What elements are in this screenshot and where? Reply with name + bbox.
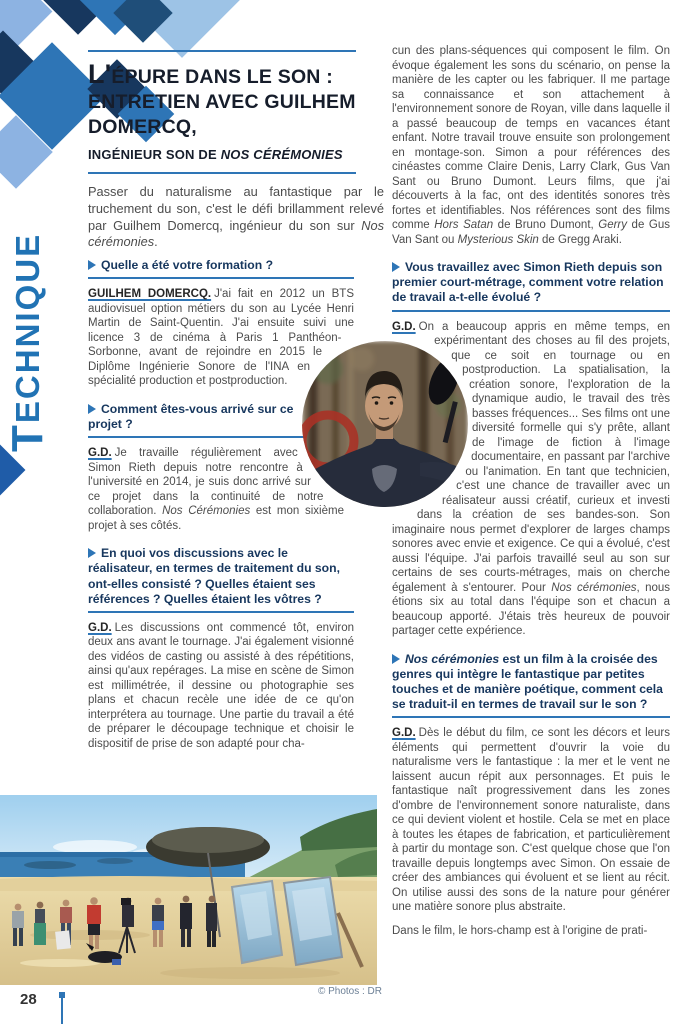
header-rule-top (88, 50, 356, 52)
portrait-photo (302, 341, 468, 507)
photo-credit: © Photos : DR (317, 986, 382, 997)
answer-text: J'ai fait en 2012 un BTS audiovisuel option métiers du son au Lycée Henri Martin de Saint-Quentin. J'ai ensuite suivi une licence 3 de cinéma à Paris 1 Panthéon-Sorbonne, avant de rejoindre en 2015 le Diplôme Ingénierie Sonore de l'INA en spécialité production et postproduction. (88, 288, 354, 388)
question-arrow-icon (88, 548, 96, 558)
title-line: L'ÉPURE DANS LE SON : (88, 59, 333, 89)
beach-photo-illustration (0, 795, 377, 985)
page-marker-line (61, 998, 63, 1024)
speaker-name: G.D. (88, 447, 112, 460)
speaker-name: G.D. (392, 727, 416, 740)
article-header (88, 50, 356, 174)
body-paragraph: Dans le film, le hors-champ est à l'origine de prati- (392, 924, 648, 937)
behind-the-scenes-photo (0, 795, 377, 985)
question-text: Comment êtes-vous arrivé sur ce projet ? (88, 401, 294, 431)
portrait-photo-illustration (302, 341, 468, 507)
answer-text: Les discussions ont commencé tôt, environ deux ans avant le tournage. J'ai également visionné des vidéos de casting ou assisté à des répétitions, ainsi qu'aux repérages. La mise en scène de Simon est millimétrée, il dessine ou photographie ses plans et chacun recèle une idée de ce qu'on interprétera au tournage. Une partie du travail a été de préparer le découpage technique et choisir le dispositif de prise de son adapté pour cha- (88, 621, 354, 750)
title-line: ENTRETIEN AVEC GUILHEM (88, 91, 356, 113)
body-paragraph: cun des plans-séquences qui composent le film. On évoque également les sons du scénario, on pense la manière de les capter ou les fabriquer. Il me partage sa connaissance et son attachement à l'environnement sonore de Royan, ville dans laquelle il a passé beaucoup de temps en vacances étant enfant. Notre travail trouve ensuite son prolongement en montage-son. Simon a pour références des cinéastes comme Claire Denis, Larry Clark, Gus Van Sant ou Bruno Dumont. Leurs films, que j'ai découverts à la fac, ont des identités sonores très fortes et identifiables. Nos références sont des films comme Hors Satan de Bruno Dumont, Gerry de Gus Van Sant ou Mysterious Skin de Gregg Araki. (392, 45, 670, 246)
answer-text: On a beaucoup appris en même temps, en expérimentant des choses au fil des projets, que ce soit en tournage ou en postproduction. La spatialisation, la création sonore, l'exploration de la dynamique audio, le travail des très basses fréquences... Ses films ont une diversité formelle qui s'y prête, allant de l'image de fiction à l'image documentaire, en passant par l'archive ou l'animation. En tant que technicien, c'est une chance de travailler avec un réalisateur aussi créatif, curieux et investi dans la création de ses bandes-son. Son imaginaire nous permet d'explorer de larges champs sonores avec envie et exigence. Ce qui a évolué, c'est aussi l'équipe. J'ai parfois travaillé seul au son sur certains de ses courts-métrages, mais on cherche également à s'entourer. Pour Nos cérémonies, nous étions six au total dans l'équipe son et chacun a beaucoup apporté. J'étais très heureux de pouvoir partager cette expérience. (392, 320, 671, 638)
question-text: Nos cérémonies est un film à la croisée des genres qui intègre le fantastique par petites touches et de manière poétique, comment cela se traduit-il en termes de travail sur le son ? (392, 651, 663, 712)
question-arrow-icon (88, 260, 96, 270)
intro-paragraph: Passer du naturalisme au fantastique par le truchement du son, c'est le défi brillamment relevé par Guilhem Domercq, ingénieur du son sur Nos cérémonies. (88, 184, 384, 250)
article-title (88, 59, 356, 140)
article-subtitle: INGÉNIEUR SON DE NOS CÉRÉMONIES (88, 147, 343, 162)
deco-diamond (0, 445, 25, 496)
answer-text: Dès le début du film, ce sont les décors et leurs éléments qui permettent d'ouvrir la voie du naturalisme vers le fantastique : la mer et le vent ne laissent aucun répit aux personnages. Et puis le fantastique naît progressivement dans les zones d'ombre de l'environnement sonore naturaliste, dans ce qui devient violent et hostile. Cela se met en place à toutes les étapes de fabrication, et particulièrement à partir du montage son. C'est quelque chose que l'on travaille depuis longtemps avec Simon. On essaie de créer des ambiances qui évoluent et se lient au récit. On utilise aussi des sons de la nature pour générer une matière sonore plus abstraite. (392, 727, 670, 914)
speaker-name: G.D. (88, 621, 112, 634)
question-arrow-icon (392, 262, 400, 272)
section-label-text: TECHNIQUE (3, 232, 52, 452)
question-text: Vous travaillez avec Simon Rieth depuis son premier court-métrage, comment votre relation de travail a-t-elle évolué ? (392, 260, 664, 305)
question-heading (88, 546, 354, 613)
title-line: DOMERCQ, (88, 116, 197, 138)
speaker-name: G.D. (392, 320, 416, 333)
question-heading (392, 652, 670, 719)
question-text: Quelle a été votre formation ? (101, 258, 274, 272)
answer-paragraph (392, 726, 670, 915)
question-arrow-icon (88, 404, 96, 414)
question-heading (392, 260, 670, 312)
left-column (88, 256, 354, 760)
answer-paragraph (88, 621, 354, 752)
page-number: 28 (20, 991, 37, 1008)
question-text: En quoi vos discussions avec le réalisateur, en termes de traitement du son, ont-elles consisté ? Quelles étaient ses références ? Quelles étaient les vôtres ? (88, 546, 340, 606)
speaker-name: GUILHEM DOMERCQ. (88, 288, 212, 301)
header-rule-bottom (88, 172, 356, 174)
question-arrow-icon (392, 654, 400, 664)
section-label-vertical (4, 156, 56, 452)
answer-text: Je travaille régulièrement avec Simon Rieth depuis notre rencontre à l'université en 2014, je suis donc arrivé sur ce projet dans la continuité de notre collaboration. Nos Cérémonies est mon sixième projet à ses côtés. (88, 447, 344, 532)
